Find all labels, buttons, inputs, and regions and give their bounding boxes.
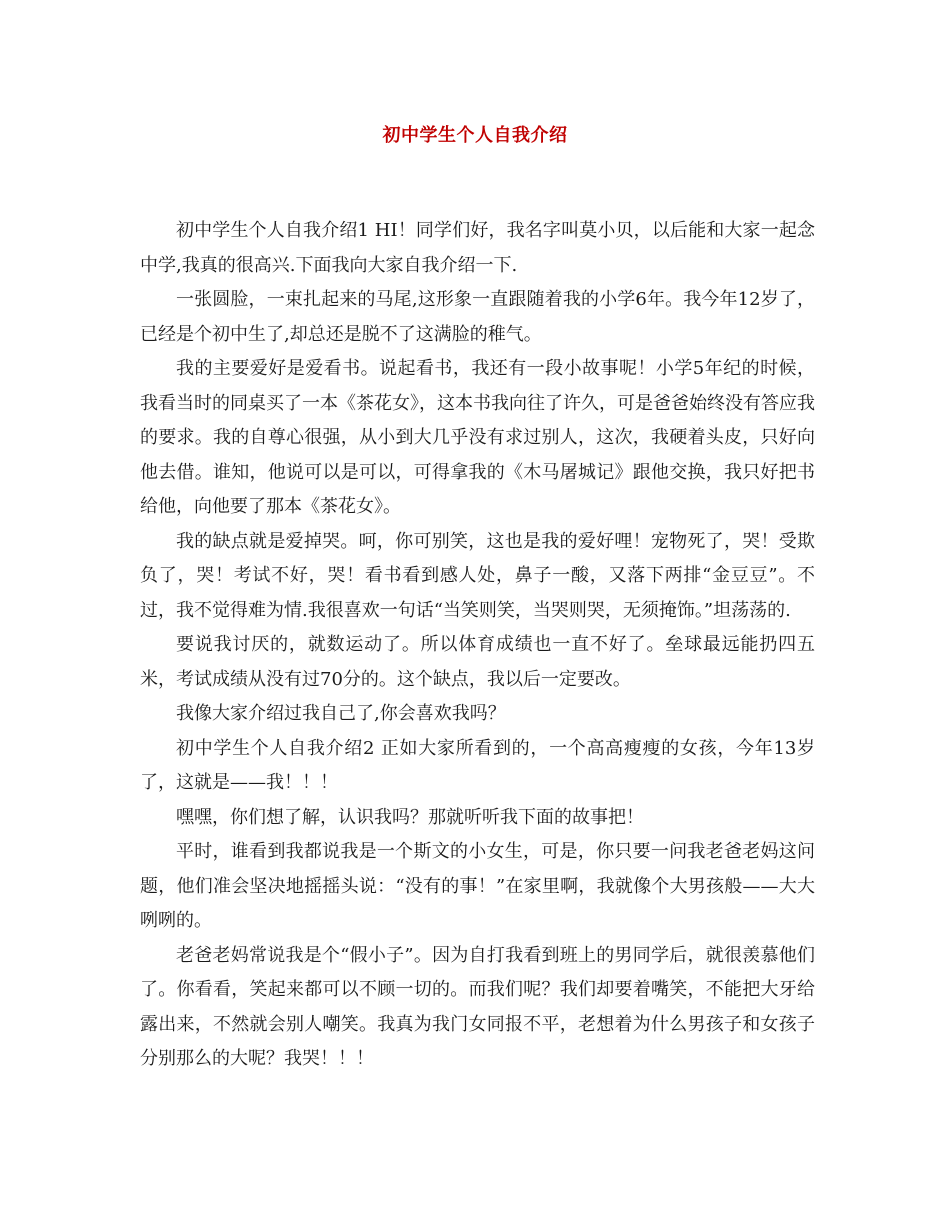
- document-title: 初中学生个人自我介绍: [382, 125, 568, 146]
- paragraph-9: 平时，谁看到我都说我是一个斯文的小女生，可是，你只要一问我老爸老妈这问题，他们准会坚决地摇摇头说：“没有的事！”在家里啊，我就像个大男孩般——大大咧咧的。: [140, 841, 815, 931]
- paragraph-2: 一张圆脸，一束扎起来的马尾,这形象一直跟随着我的小学6年。我今年12岁了，已经是个初中生了,却总还是脱不了这满脸的稚气。: [140, 289, 815, 345]
- paragraph-3: 我的主要爱好是爱看书。说起看书，我还有一段小故事呢！小学5年纪的时候，我看当时的同桌买了一本《茶花女》，这本书我向往了许久，可是爸爸始终没有答应我的要求。我的自尊心很强，从小到大几乎没有求过别人，这次，我硬着头皮，只好向他去借。谁知，他说可以是可以，可得拿我的《木马屠城记》跟他交换，我只好把书给他，向他要了那本《茶花女》。: [140, 358, 815, 517]
- document-body: [140, 214, 815, 1077]
- paragraph-8: 嘿嘿，你们想了解，认识我吗？那就听听我下面的故事把！: [176, 806, 644, 828]
- paragraph-10: 老爸老妈常说我是个“假小子”。因为自打我看到班上的男同学后，就很羡慕他们了。你看看，笑起来都可以不顾一切的。而我们呢？我们却要着嘴笑，不能把大牙给露出来，不然就会别人嘲笑。我真为我门女同报不平，老想着为什么男孩子和女孩子分别那么的大呢？我哭！！！: [140, 944, 815, 1069]
- paragraph-7: 初中学生个人自我介绍2 正如大家所看到的，一个高高瘦瘦的女孩，今年13岁了，这就是——我！！！: [140, 737, 815, 793]
- paragraph-5: 要说我讨厌的，就数运动了。所以体育成绩也一直不好了。垒球最远能扔四五米，考试成绩从没有过70分的。这个缺点，我以后一定要改。: [140, 634, 815, 690]
- paragraph-6: 我像大家介绍过我自己了,你会喜欢我吗？: [176, 703, 506, 724]
- paragraph-1: 初中学生个人自我介绍1 HI！同学们好，我名字叫莫小贝，以后能和大家一起念中学,我真的很高兴.下面我向大家自我介绍一下.: [140, 220, 815, 276]
- paragraph-4: 我的缺点就是爱掉哭。呵，你可别笑，这也是我的爱好哩！宠物死了，哭！受欺负了，哭！考试不好，哭！看书看到感人处，鼻子一酸，又落下两排“金豆豆”。不过，我不觉得难为情.我很喜欢一句话“当笑则笑，当哭则哭，无须掩饰。”坦荡荡的.: [140, 530, 815, 621]
